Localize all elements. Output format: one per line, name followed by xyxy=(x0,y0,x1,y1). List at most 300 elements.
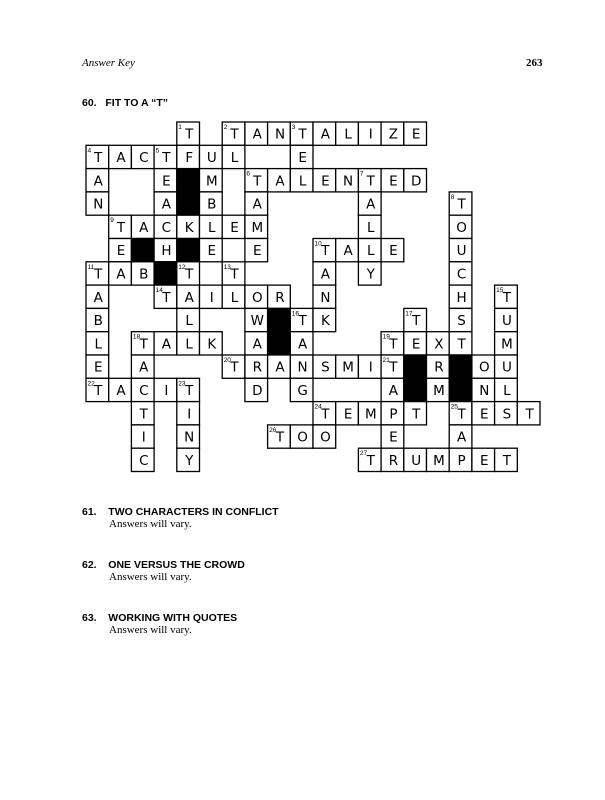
black-square xyxy=(177,169,200,192)
crossword-cell xyxy=(154,285,177,308)
crossword-cell xyxy=(495,402,518,425)
crossword-cell xyxy=(336,355,359,378)
cell-letter: N xyxy=(343,173,354,190)
crossword-cell xyxy=(313,122,336,145)
cell-letter: N xyxy=(274,126,286,143)
cell-letter: S xyxy=(321,359,330,376)
clue-number: 8 xyxy=(450,193,455,201)
crossword-cell xyxy=(381,239,404,262)
crossword-cell xyxy=(404,122,427,145)
cell-letter: B xyxy=(139,266,149,283)
crossword-cell xyxy=(109,145,132,168)
cell-letter: K xyxy=(184,219,194,236)
section-number: 61. xyxy=(82,506,97,518)
section-63-heading xyxy=(82,612,237,624)
cell-letter: E xyxy=(343,406,353,423)
cell-letter: R xyxy=(434,359,444,376)
cell-letter: A xyxy=(320,266,331,283)
crossword-cell xyxy=(313,355,336,378)
cell-letter: A xyxy=(116,150,126,166)
crossword-cell xyxy=(472,355,495,378)
crossword-cell xyxy=(177,308,200,331)
cell-letter: N xyxy=(93,196,104,213)
crossword-cell xyxy=(200,239,223,262)
crossword-cell xyxy=(290,355,313,378)
crossword-cell xyxy=(427,355,450,378)
cell-letter: I xyxy=(209,289,214,306)
cell-letter: W xyxy=(250,313,264,329)
crossword-cell xyxy=(381,448,404,471)
crossword-cell xyxy=(200,285,223,308)
clue-number: 15 xyxy=(496,287,504,295)
running-header: Answer Key xyxy=(82,57,135,69)
cell-letter: K xyxy=(207,336,217,353)
crossword-cell xyxy=(131,355,154,378)
cell-letter: A xyxy=(297,336,308,353)
crossword-cell xyxy=(86,378,109,401)
puzzle-number: 60. xyxy=(82,97,97,109)
cell-letter: T xyxy=(116,219,126,236)
cell-letter: C xyxy=(139,382,149,399)
crossword-cell xyxy=(404,169,427,192)
crossword-cell xyxy=(381,332,404,355)
cell-letter: I xyxy=(141,429,146,446)
cell-letter: L xyxy=(503,382,511,399)
black-square xyxy=(449,355,472,378)
cell-letter: U xyxy=(501,359,512,376)
crossword-cell xyxy=(200,169,223,192)
crossword-cell xyxy=(222,355,245,378)
cell-letter: K xyxy=(320,313,330,329)
cell-letter: L xyxy=(185,336,193,353)
clue-number: 12 xyxy=(178,263,186,271)
crossword-cell xyxy=(290,425,313,448)
clue-number: 24 xyxy=(314,403,322,411)
crossword-cell xyxy=(268,355,291,378)
cell-letter: E xyxy=(389,429,398,446)
clue-number: 2 xyxy=(223,124,228,131)
cell-letter: A xyxy=(93,173,103,190)
cell-letter: I xyxy=(368,359,373,376)
cell-letter: A xyxy=(366,196,376,213)
crossword-cell xyxy=(290,332,313,355)
cell-letter: N xyxy=(184,429,195,446)
cell-letter: T xyxy=(366,173,375,190)
cell-letter: U xyxy=(456,243,467,260)
crossword-cell xyxy=(86,332,109,355)
crossword-cell xyxy=(449,215,472,238)
crossword-cell xyxy=(381,169,404,192)
black-square xyxy=(449,378,472,401)
crossword-cell xyxy=(245,332,268,355)
cell-letter: M xyxy=(501,336,513,353)
cell-letter: L xyxy=(185,313,193,329)
cell-letter: R xyxy=(388,452,399,469)
crossword-cell xyxy=(358,215,381,238)
crossword-cell xyxy=(358,122,381,145)
cell-letter: I xyxy=(187,406,192,423)
crossword-cell xyxy=(495,448,518,471)
crossword-cell xyxy=(404,448,427,471)
crossword-cell xyxy=(177,215,200,238)
crossword-cell xyxy=(154,192,177,215)
crossword-cell xyxy=(313,425,336,448)
crossword-cell xyxy=(336,122,359,145)
crossword-cell xyxy=(86,262,109,285)
crossword-cell xyxy=(290,122,313,145)
crossword-cell xyxy=(177,262,200,285)
section-63-answer: Answers will vary. xyxy=(109,624,192,636)
crossword-cell xyxy=(245,215,268,238)
cell-letter: A xyxy=(275,359,285,376)
cell-letter: I xyxy=(368,126,373,143)
crossword-cell xyxy=(154,169,177,192)
crossword-cell xyxy=(517,402,540,425)
cell-letter: C xyxy=(139,452,149,469)
cell-letter: E xyxy=(230,219,239,236)
crossword-cell xyxy=(131,402,154,425)
crossword-cell xyxy=(381,378,404,401)
crossword-cell xyxy=(313,402,336,425)
cell-letter: M xyxy=(433,382,445,399)
crossword-cell xyxy=(449,285,472,308)
cell-letter: D xyxy=(252,382,263,399)
cell-letter: T xyxy=(298,126,307,143)
crossword-cell xyxy=(449,332,472,355)
black-square xyxy=(404,378,427,401)
section-title: ONE VERSUS THE CROWD xyxy=(108,559,245,571)
crossword-cell xyxy=(131,448,154,471)
cell-letter: P xyxy=(457,452,466,469)
cell-letter: E xyxy=(253,243,262,260)
cell-letter: T xyxy=(185,382,194,399)
crossword-cell xyxy=(109,378,132,401)
crossword-cell xyxy=(449,448,472,471)
crossword-cell xyxy=(268,122,291,145)
crossword-cell xyxy=(290,169,313,192)
crossword-cell xyxy=(177,402,200,425)
cell-letter: M xyxy=(342,359,354,376)
section-number: 62. xyxy=(82,559,97,571)
cell-letter: T xyxy=(457,336,466,353)
clue-number: 20 xyxy=(223,357,231,364)
cell-letter: T xyxy=(321,243,330,260)
cell-letter: E xyxy=(389,243,398,260)
cell-letter: E xyxy=(162,173,171,190)
cell-letter: R xyxy=(252,359,262,376)
crossword-cell xyxy=(381,355,404,378)
clue-number: 17 xyxy=(405,310,413,318)
crossword-cell xyxy=(313,308,336,331)
crossword-cell xyxy=(495,308,518,331)
clue-number: 23 xyxy=(178,380,186,388)
crossword-cell xyxy=(472,402,495,425)
crossword-cell xyxy=(358,262,381,285)
crossword-cell xyxy=(245,285,268,308)
crossword-cell xyxy=(109,239,132,262)
clue-number: 7 xyxy=(359,170,364,178)
crossword-cell xyxy=(245,192,268,215)
black-square xyxy=(177,192,200,215)
cell-letter: T xyxy=(502,289,512,306)
cell-letter: E xyxy=(411,336,421,353)
cell-letter: L xyxy=(230,150,239,166)
section-62-answer: Answers will vary. xyxy=(109,571,192,583)
cell-letter: B xyxy=(207,196,217,213)
crossword-cell xyxy=(131,215,154,238)
crossword-cell xyxy=(358,448,381,471)
cell-letter: A xyxy=(388,382,399,399)
cell-letter: S xyxy=(502,406,512,423)
cell-letter: T xyxy=(525,406,534,423)
crossword-cell xyxy=(381,425,404,448)
crossword-cell xyxy=(427,332,450,355)
cell-letter: T xyxy=(162,150,171,166)
crossword-cell xyxy=(177,448,200,471)
cell-letter: U xyxy=(206,150,217,166)
cell-letter: B xyxy=(93,313,103,329)
cell-letter: O xyxy=(456,219,467,236)
crossword-cell xyxy=(472,448,495,471)
cell-letter: T xyxy=(412,313,421,329)
cell-letter: S xyxy=(457,313,466,329)
crossword-cell xyxy=(222,285,245,308)
crossword-cell xyxy=(131,425,154,448)
crossword-cell xyxy=(222,122,245,145)
crossword-cell xyxy=(200,192,223,215)
cell-letter: L xyxy=(367,219,375,236)
crossword-cell xyxy=(495,285,518,308)
cell-letter: A xyxy=(139,219,149,236)
crossword-cell xyxy=(495,332,518,355)
cell-letter: Z xyxy=(388,126,399,143)
crossword-cell xyxy=(336,402,359,425)
crossword-cell xyxy=(131,332,154,355)
section-61-heading xyxy=(82,506,279,518)
crossword-cell xyxy=(268,425,291,448)
cell-letter: T xyxy=(139,406,148,423)
crossword-cell xyxy=(381,122,404,145)
crossword-cell xyxy=(358,355,381,378)
cell-letter: T xyxy=(275,429,285,446)
crossword-cell xyxy=(358,402,381,425)
section-title: TWO CHARACTERS IN CONFLICT xyxy=(108,506,279,518)
cell-letter: T xyxy=(162,289,171,306)
cell-letter: T xyxy=(94,266,103,283)
cell-letter: A xyxy=(252,336,262,353)
crossword-cell xyxy=(495,378,518,401)
cell-letter: H xyxy=(161,243,172,260)
cell-letter: A xyxy=(139,359,149,376)
black-square xyxy=(131,239,154,262)
cell-letter: T xyxy=(230,266,239,283)
cell-letter: T xyxy=(389,336,398,353)
crossword-cell xyxy=(449,262,472,285)
black-square xyxy=(268,308,291,331)
crossword-cell xyxy=(154,239,177,262)
cell-letter: T xyxy=(412,406,421,423)
cell-letter: H xyxy=(456,289,467,306)
crossword-cell xyxy=(86,145,109,168)
crossword-cell xyxy=(358,169,381,192)
crossword-cell xyxy=(381,402,404,425)
cell-letter: O xyxy=(320,429,331,446)
crossword-cell xyxy=(245,355,268,378)
cell-letter: A xyxy=(93,289,103,306)
black-square xyxy=(404,355,427,378)
cell-letter: G xyxy=(297,382,308,399)
cell-letter: A xyxy=(252,126,262,143)
cell-letter: A xyxy=(116,266,126,283)
cell-letter: L xyxy=(94,336,103,353)
clue-number: 25 xyxy=(450,403,458,411)
cell-letter: M xyxy=(364,406,377,423)
section-61-answer: Answers will vary. xyxy=(109,518,192,530)
crossword-cell xyxy=(154,378,177,401)
cell-letter: E xyxy=(321,173,330,190)
clue-number: 26 xyxy=(269,426,277,434)
black-square xyxy=(268,332,291,355)
crossword-cell xyxy=(449,308,472,331)
cell-letter: D xyxy=(410,173,422,190)
clue-number: 10 xyxy=(314,240,322,248)
cell-letter: E xyxy=(480,452,489,469)
cell-letter: A xyxy=(252,196,262,213)
crossword-cell xyxy=(200,145,223,168)
cell-letter: T xyxy=(389,359,398,376)
clue-number: 18 xyxy=(132,333,141,341)
cell-letter: M xyxy=(205,173,218,190)
black-square xyxy=(154,262,177,285)
crossword-cell xyxy=(449,192,472,215)
cell-letter: C xyxy=(456,266,467,283)
cell-letter: U xyxy=(501,313,512,329)
cell-letter: E xyxy=(94,359,103,376)
crossword-cell xyxy=(427,378,450,401)
crossword-cell xyxy=(404,332,427,355)
crossword-cell xyxy=(222,215,245,238)
cell-letter: T xyxy=(457,406,466,423)
cell-letter: N xyxy=(479,382,490,399)
cell-letter: F xyxy=(185,150,194,166)
cell-letter: T xyxy=(139,336,148,353)
crossword-cell xyxy=(86,308,109,331)
crossword-cell xyxy=(495,355,518,378)
crossword-cell xyxy=(245,122,268,145)
cell-letter: O xyxy=(478,359,490,376)
cell-letter: E xyxy=(207,243,217,260)
crossword-cell xyxy=(449,425,472,448)
cell-letter: T xyxy=(230,359,239,376)
cell-letter: M xyxy=(433,452,445,469)
cell-letter: P xyxy=(389,406,398,423)
crossword-cell xyxy=(131,262,154,285)
crossword-cell xyxy=(200,332,223,355)
cell-letter: E xyxy=(298,150,307,166)
section-title: WORKING WITH QUOTES xyxy=(108,612,238,624)
crossword-cell xyxy=(313,262,336,285)
crossword-cell xyxy=(313,169,336,192)
cell-letter: M xyxy=(251,219,264,236)
cell-letter: N xyxy=(297,359,308,376)
cell-letter: L xyxy=(230,289,239,306)
cell-letter: N xyxy=(320,289,331,306)
clue-number: 13 xyxy=(223,263,231,271)
crossword-cell xyxy=(449,239,472,262)
clue-number: 19 xyxy=(382,333,390,341)
clue-number: 21 xyxy=(382,357,390,364)
cell-letter: X xyxy=(434,336,444,353)
clue-number: 14 xyxy=(155,287,163,295)
crossword-cell xyxy=(290,308,313,331)
cell-letter: A xyxy=(343,243,353,260)
cell-letter: L xyxy=(208,219,216,236)
clue-number: 11 xyxy=(87,263,95,271)
crossword-cell xyxy=(177,378,200,401)
cell-letter: T xyxy=(502,452,512,469)
crossword-cell xyxy=(177,145,200,168)
crossword-cell xyxy=(336,239,359,262)
cell-letter: T xyxy=(457,196,466,213)
cell-letter: A xyxy=(275,173,285,190)
crossword-cell xyxy=(313,285,336,308)
crossword-cell xyxy=(177,285,200,308)
cell-letter: A xyxy=(184,289,194,306)
crossword-cell xyxy=(245,239,268,262)
crossword-cell xyxy=(245,169,268,192)
section-number: 63. xyxy=(82,612,97,624)
crossword-cell xyxy=(86,285,109,308)
cell-letter: A xyxy=(161,196,172,213)
cell-letter: T xyxy=(321,406,330,423)
crossword-cell xyxy=(290,145,313,168)
crossword-cell xyxy=(154,332,177,355)
crossword-cell xyxy=(427,448,450,471)
crossword-cell xyxy=(109,215,132,238)
clue-number: 9 xyxy=(110,217,114,225)
cell-letter: O xyxy=(297,429,308,446)
crossword-cell xyxy=(358,192,381,215)
cell-letter: E xyxy=(411,126,421,143)
cell-letter: C xyxy=(161,219,172,236)
cell-letter: T xyxy=(185,126,194,143)
cell-letter: T xyxy=(230,126,239,143)
crossword-cell xyxy=(313,239,336,262)
crossword-cell xyxy=(222,145,245,168)
puzzle-title: FIT TO A “T” xyxy=(105,97,168,109)
crossword-cell xyxy=(290,378,313,401)
cell-letter: R xyxy=(275,289,285,306)
cell-letter: O xyxy=(251,289,263,306)
crossword-cell xyxy=(449,402,472,425)
crossword-cell xyxy=(154,145,177,168)
crossword-cell xyxy=(177,425,200,448)
cell-letter: E xyxy=(116,243,126,260)
crossword-cell xyxy=(86,355,109,378)
cell-letter: E xyxy=(480,406,489,423)
clue-number: 1 xyxy=(178,124,182,131)
cell-letter: U xyxy=(411,452,422,469)
page-number: 263 xyxy=(526,57,543,69)
crossword-cell xyxy=(404,402,427,425)
cell-letter: L xyxy=(344,126,352,143)
cell-letter: T xyxy=(253,173,262,190)
section-62-heading xyxy=(82,559,245,571)
clue-number: 16 xyxy=(291,310,300,318)
crossword-cell xyxy=(268,169,291,192)
clue-number: 27 xyxy=(359,450,368,458)
crossword-cell xyxy=(131,378,154,401)
